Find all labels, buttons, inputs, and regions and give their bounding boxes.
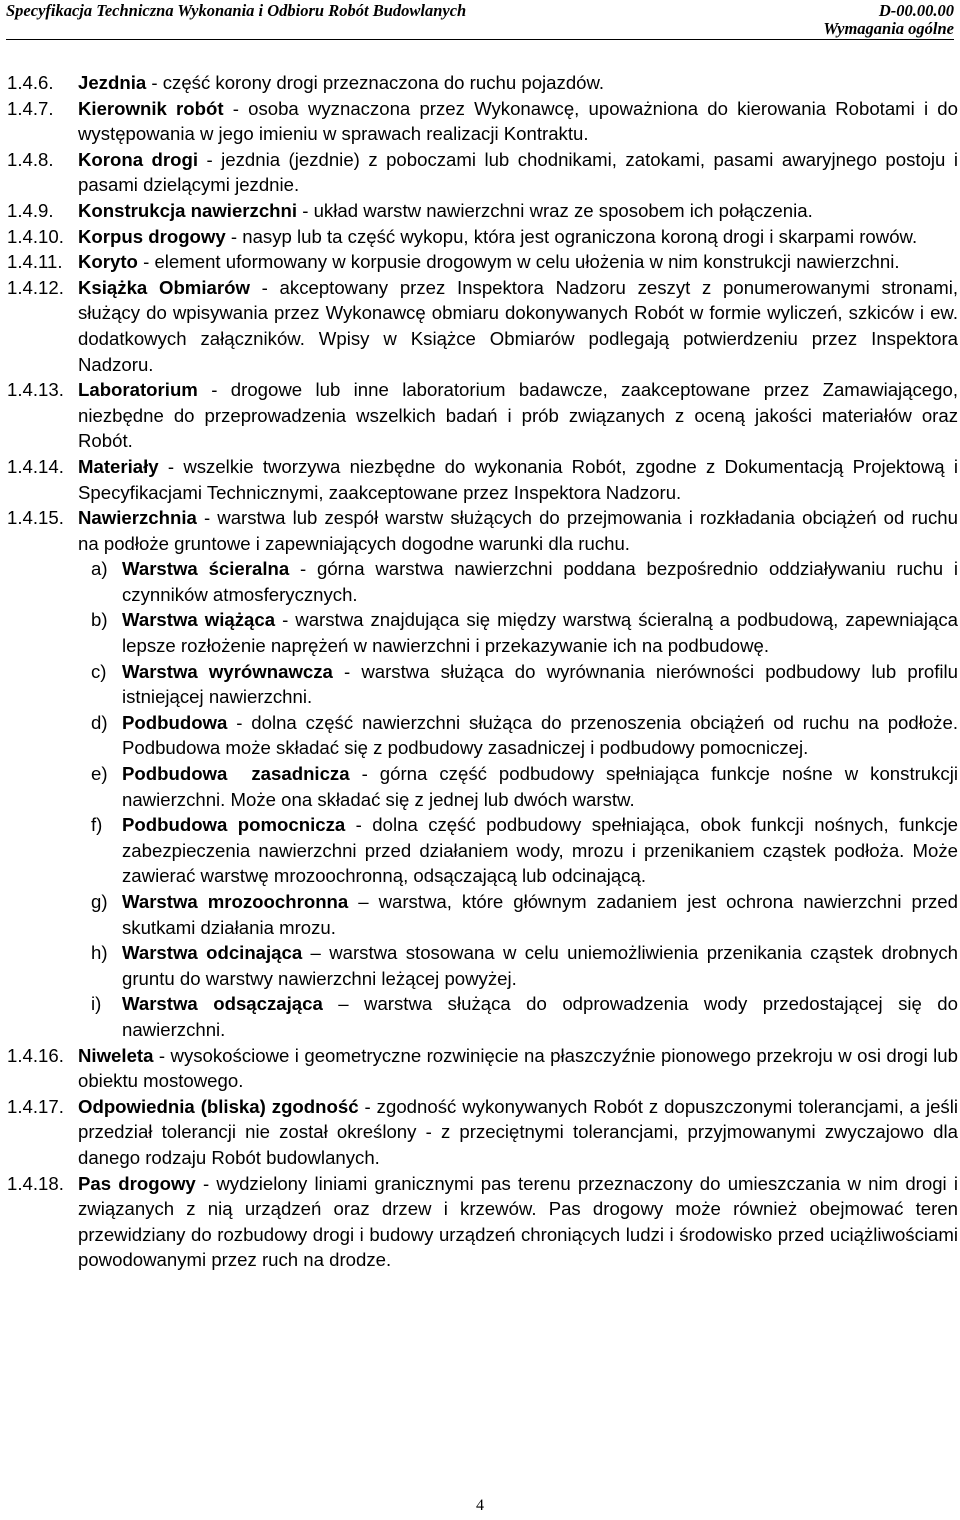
- definition-term: Korpus drogowy: [78, 225, 226, 247]
- subitem: [91, 710, 958, 761]
- definition-number: 1.4.7.: [7, 97, 54, 119]
- definition-text: - wysokościowe i geometryczne rozwinięcie na płaszczyźnie pionowego przekroju w osi drogi lub obiektu mostowego.: [78, 1044, 958, 1092]
- header-title: Specyfikacja Techniczna Wykonania i Odbioru Robót Budowlanych: [6, 1, 467, 20]
- definition-term: Korona drogi: [78, 148, 199, 170]
- definition-text: - wszelkie tworzywa niezbędne do wykonania Robót, zgodne z Dokumentacją Projektową i Specyfikacjami Technicznymi, zaakceptowane przez Inspektora Nadzoru.: [78, 455, 958, 503]
- header-subtitle: Wymagania ogólne: [823, 19, 954, 38]
- subitem: [91, 889, 958, 940]
- definition-item: [7, 377, 958, 454]
- definition-text: - drogowe lub inne laboratorium badawcze, zaakceptowane przez Zamawiającego, niezbędne do przeprowadzenia wszelkich badań i prób związanych z oceną jakości materiałów oraz Robót.: [78, 379, 958, 452]
- subitem-letter: f): [91, 814, 103, 836]
- definition-term: Materiały: [78, 455, 159, 477]
- subitem-text: - dolna część nawierzchni służąca do przenoszenia obciążeń od ruchu na podłoże. Podbudowa może składać się z podbudowy zasadniczej i podbudowy pomocniczej.: [122, 711, 958, 759]
- subitem-letter: b): [91, 609, 108, 631]
- definition-term: Książka Obmiarów: [78, 276, 250, 298]
- subitem-term: Warstwa odsączająca: [122, 993, 323, 1015]
- subitem: [91, 659, 958, 710]
- subitem: [91, 812, 958, 889]
- definition-item: [7, 454, 958, 505]
- definition-item: [7, 224, 958, 250]
- definition-term: Kierownik robót: [78, 97, 224, 119]
- definition-item: [7, 505, 958, 556]
- subitem-text: - warstwa znajdująca się między warstwą ścieralną a podbudową, zapewniająca lepsze rozłożenie naprężeń w nawierzchni i przekazywanie ich na podbudowę.: [122, 609, 959, 657]
- definition-item: [7, 96, 958, 147]
- definition-item: [7, 198, 958, 224]
- subitem-text: - warstwa służąca do wyrównania nierówności podbudowy lub profilu istniejącej nawierzchni.: [122, 660, 959, 708]
- subitem-term: Warstwa mrozoochronna: [122, 891, 349, 912]
- subitem-text: – warstwa stosowana w celu uniemożliwienia przenikania cząstek drobnych gruntu do warstwy nawierzchni leżącej powyżej.: [122, 942, 958, 989]
- definition-number: 1.4.12.: [7, 276, 64, 298]
- definition-item: [7, 275, 958, 377]
- definition-item: [7, 70, 958, 96]
- definition-term: Laboratorium: [78, 379, 198, 401]
- definition-text: - układ warstw nawierzchni wraz ze sposobem ich połączenia.: [297, 199, 813, 221]
- subitem-letter: d): [91, 711, 108, 733]
- subitem-text: - górna część podbudowy spełniająca funkcje nośne w konstrukcji nawierzchni. Może ona składać się z jednej lub dwóch warstw.: [122, 763, 958, 810]
- subitem-term: Warstwa wyrównawcza: [122, 660, 333, 682]
- definition-number: 1.4.16.: [7, 1044, 64, 1066]
- subitem: [91, 556, 958, 607]
- definition-term: Konstrukcja nawierzchni: [78, 199, 298, 221]
- definition-term: Odpowiednia (bliska) zgodność: [78, 1095, 359, 1117]
- definition-number: 1.4.11.: [7, 251, 63, 273]
- subitem: [91, 991, 958, 1042]
- subitem-text: - dolna część podbudowy spełniająca, obok funkcji nośnych, funkcje zabezpieczenia nawierzchni przed działaniem wody, mrozu i przenikaniem cząstek podłoża. Może zawierać warstwę mrozoochronną, odsączającą lub odcinającą.: [122, 814, 958, 887]
- definition-term: Koryto: [78, 251, 138, 273]
- definition-text: - osoba wyznaczona przez Wykonawcę, upoważniona do kierowania Robotami i do występowania w jego imieniu w sprawach realizacji Kontraktu.: [78, 97, 958, 145]
- definition-item: [7, 1043, 958, 1094]
- definition-item: [7, 147, 958, 198]
- subitem-term: Warstwa ścieralna: [122, 558, 290, 580]
- definition-item: [7, 249, 958, 275]
- definition-text: - akceptowany przez Inspektora Nadzoru zeszyt z ponumerowanymi stronami, służący do wpisywania przez Wykonawcę obmiaru dokonywanych Robót w formie wyliczeń, szkiców i ew. dodatkowych załączników. Wpisy w Książce Obmiarów podlegają potwierdzeniu przez Inspektora Nadzoru.: [78, 276, 958, 375]
- definition-term: Niweleta: [78, 1044, 154, 1066]
- definition-number: 1.4.17.: [7, 1095, 64, 1117]
- definition-text: - element uformowany w korpusie drogowym w celu ułożenia w nim konstrukcji nawierzchni.: [137, 251, 900, 273]
- header-rule: [6, 39, 954, 40]
- subitem-term: Warstwa odcinająca: [122, 942, 303, 964]
- definition-text: - warstwa lub zespół warstw służących do przejmowania i rozkładania obciążeń od ruchu na podłoże gruntowe i zapewniających dogodne warunki dla ruchu.: [78, 507, 958, 554]
- subitem-letter: c): [91, 660, 107, 682]
- subitem-letter: g): [91, 891, 108, 912]
- definition-number: 1.4.10.: [7, 225, 64, 247]
- definition-text: - zgodność wykonywanych Robót z dopuszczonymi tolerancjami, a jeśli przedział tolerancji nie został określony - z przeciętnymi tolerancjami, przyjmowanymi zwyczajowo dla danego rodzaju Robót budowlanych.: [78, 1095, 958, 1168]
- definition-number: 1.4.8.: [7, 148, 54, 170]
- definition-text: - nasyp lub ta część wykopu, która jest ograniczona koroną drogi i skarpami rowów.: [225, 225, 918, 247]
- subitem-letter: e): [91, 763, 108, 785]
- subitem-letter: i): [91, 993, 102, 1015]
- definition-number: 1.4.15.: [7, 507, 64, 529]
- subitem-text: - górna warstwa nawierzchni poddana bezpośrednio oddziaływaniu ruchu i czynników atmosferycznych.: [122, 558, 958, 605]
- subitem-letter: a): [91, 558, 108, 580]
- definitions-list: [7, 70, 958, 1273]
- subitem: [91, 761, 958, 812]
- subitem-term: Warstwa wiążąca: [122, 609, 276, 631]
- definition-number: 1.4.18.: [7, 1172, 64, 1194]
- definition-number: 1.4.6.: [7, 72, 54, 93]
- definition-text: - wydzielony liniami granicznymi pas terenu przeznaczony do umieszczania w nim drogi i związanych z nią urządzeń oraz drzew i krzewów. Pas drogowy może również obejmować teren przewidziany do rozbudowy drogi i budowy urządzeń chroniących ludzi i środowisko przed uciążliwościami powodowanymi przez ruch na drodze.: [78, 1172, 958, 1271]
- subitem-letter: h): [91, 942, 108, 964]
- definition-text: - część korony drogi przeznaczona do ruchu pojazdów.: [146, 72, 605, 93]
- definition-item: [7, 1171, 958, 1273]
- definition-number: 1.4.9.: [7, 199, 54, 221]
- definition-text: - jezdnia (jezdnie) z poboczami lub chodnikami, zatokami, pasami awaryjnego postoju i pasami dzielącymi jezdnie.: [78, 148, 958, 196]
- subitem-text: – warstwa, które głównym zadaniem jest ochrona nawierzchni przed skutkami działania mrozu.: [122, 891, 958, 938]
- subitem-term: Podbudowa: [122, 711, 228, 733]
- subitem-term: Podbudowa pomocnicza: [122, 814, 346, 836]
- subitem: [91, 607, 958, 658]
- subitem-text: – warstwa służąca do odprowadzenia wody przedostającej się do nawierzchni.: [122, 993, 958, 1040]
- definition-term: Jezdnia: [78, 72, 147, 93]
- definition-term: Pas drogowy: [78, 1172, 196, 1194]
- page-number: 4: [476, 1497, 484, 1514]
- definition-number: 1.4.14.: [7, 455, 64, 477]
- definition-item: [7, 1094, 958, 1171]
- subitem-term: Podbudowa zasadnicza: [122, 763, 350, 785]
- definition-number: 1.4.13.: [7, 379, 64, 401]
- definition-term: Nawierzchnia: [78, 507, 197, 529]
- header-code: D-00.00.00: [878, 1, 954, 20]
- subitem: [91, 940, 958, 991]
